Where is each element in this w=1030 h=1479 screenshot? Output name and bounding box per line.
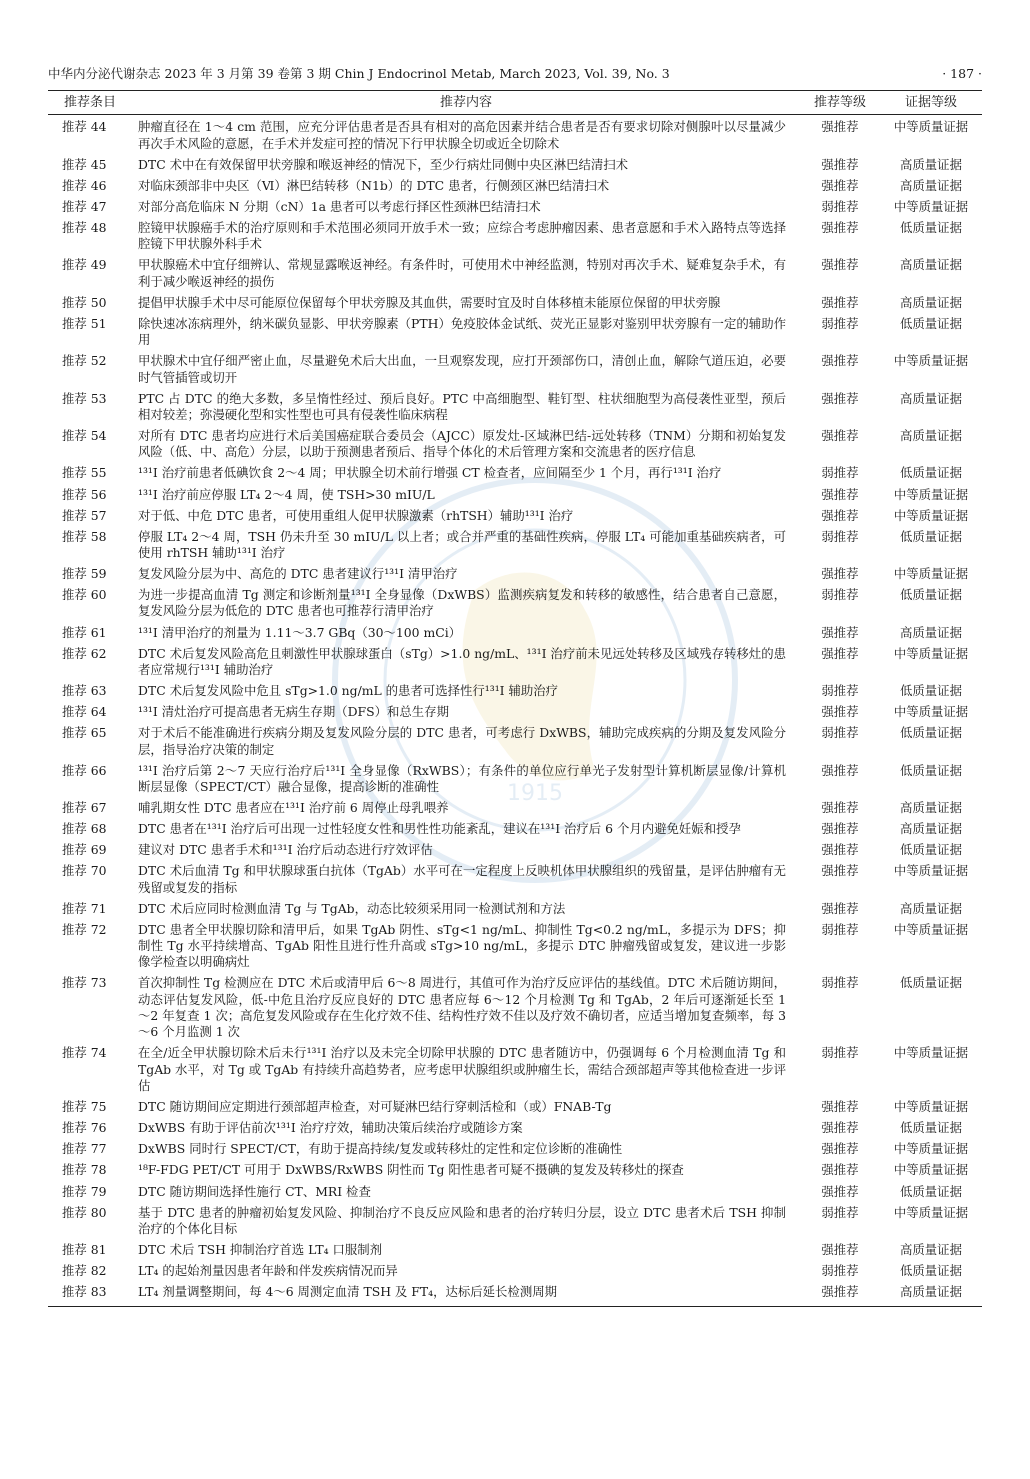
recommendation-strength: 弱推荐 [821,1263,859,1279]
recommendation-strength: 强推荐 [821,800,859,816]
table-row [48,255,982,292]
table-header-row [48,91,982,115]
table-row [48,506,982,527]
recommendation-content: DTC 术后复发风险中危且 sTg>1.0 ng/mL 的患者可选择性行¹³¹I 辅助治疗 [138,683,559,699]
recommendation-id: 推荐 51 [62,315,107,331]
recommendation-content: LT₄ 的起始剂量因患者年龄和伴发疾病情况而异 [138,1263,398,1279]
recommendation-content: 首次抑制性 Tg 检测应在 DTC 术后或清甲后 6～8 周进行，其值可作为治疗反应评估的基线值。DTC 术后随访期间，动态评估复发风险，低-中危且治疗反应良好的 DTC 患者应每 6～12 个月检测 Tg 和 TgAb，2 年后可逐渐延长至 1～2 年复查 1 次；高危复发风险或存在生化疗效不佳、结构性疗效不佳以及疗效不确切者，应适当增加复查频率，每 3～6 个月监测 1 次 [138,975,786,1040]
recommendation-strength: 弱推荐 [821,465,859,481]
table-row [48,463,982,484]
svg-text:1915: 1915 [507,781,563,806]
recommendation-id: 推荐 70 [62,863,107,879]
recommendation-strength: 强推荐 [821,1099,859,1115]
evidence-level: 中等质量证据 [893,486,969,502]
recommendation-content: 提倡甲状腺手术中尽可能原位保留每个甲状旁腺及其血供，需要时宜及时自体移植未能原位保留的甲状旁腺 [138,294,721,310]
recommendation-strength: 强推荐 [821,257,859,273]
evidence-level: 低质量证据 [900,725,962,741]
evidence-level: 中等质量证据 [893,921,969,937]
evidence-level: 低质量证据 [900,842,962,858]
table-row [48,485,982,506]
evidence-level: 中等质量证据 [893,704,969,720]
recommendation-strength: 强推荐 [821,507,859,523]
recommendation-content: 腔镜甲状腺癌手术的治疗原则和手术范围必须同开放手术一致；应综合考虑肿瘤因素、患者意愿和手术入路特点等选择腔镜下甲状腺外科手术 [138,219,786,252]
recommendation-id: 推荐 62 [62,645,107,661]
recommendation-id: 推荐 82 [62,1263,107,1279]
recommendation-content: ¹³¹I 治疗前患者低碘饮食 2～4 周；甲状腺全切术前行增强 CT 检查者，应间隔至少 1 个月，再行¹³¹I 治疗 [138,465,722,481]
recommendation-id: 推荐 81 [62,1242,107,1257]
recommendation-id: 推荐 65 [62,725,107,741]
table-row [48,1043,982,1097]
recommendation-id: 推荐 61 [62,624,107,640]
recommendation-id: 推荐 80 [62,1204,107,1220]
recommendation-content: 复发风险分层为中、高危的 DTC 患者建议行¹³¹I 清甲治疗 [138,566,458,582]
recommendation-id: 推荐 55 [62,465,107,481]
table-row [48,564,982,585]
recommendation-content: DTC 随访期间选择性施行 CT、MRI 检查 [138,1183,371,1199]
recommendation-content: ¹³¹I 清灶治疗可提高患者无病生存期（DFS）和总生存期 [138,704,449,720]
evidence-level: 高质量证据 [900,1242,962,1257]
evidence-level: 中等质量证据 [893,1141,969,1157]
recommendation-strength: 强推荐 [821,762,859,778]
table-row [48,585,982,622]
evidence-level: 低质量证据 [900,465,962,481]
table-row [48,389,982,426]
table-row [48,115,982,155]
table-row [48,1182,982,1203]
recommendation-id: 推荐 59 [62,566,107,582]
evidence-level: 中等质量证据 [893,198,969,214]
table-row [48,1118,982,1139]
column-header-id: 推荐条目 [48,91,132,115]
table-row [48,1240,982,1261]
recommendation-strength: 强推荐 [821,177,859,193]
recommendation-content: DTC 术后血清 Tg 和甲状腺球蛋白抗体（TgAb）水平可在一定程度上反映机体甲状腺组织的残留量，是评估肿瘤有无残留或复发的指标 [138,863,786,895]
table-row [48,426,982,463]
evidence-level: 低质量证据 [900,219,962,235]
evidence-level: 低质量证据 [900,1183,962,1199]
evidence-level: 中等质量证据 [893,645,969,661]
table-row [48,155,982,176]
evidence-level: 高质量证据 [900,900,962,916]
recommendation-id: 推荐 78 [62,1162,107,1178]
table-row [48,314,982,351]
recommendation-content: 对临床颈部非中央区（Ⅵ）淋巴结转移（N1b）的 DTC 患者，行侧颈区淋巴结清扫术 [138,177,610,193]
table-row [48,293,982,314]
recommendation-content: 甲状腺术中宜仔细严密止血，尽量避免术后大出血，一旦观察发现，应打开颈部伤口，清创止血，解除气道压迫，必要时气管插管或切开 [138,353,786,385]
table-row [48,899,982,920]
recommendation-id: 推荐 44 [62,119,107,135]
recommendation-strength: 强推荐 [821,704,859,720]
recommendations-table [48,90,982,1307]
recommendation-id: 推荐 49 [62,257,107,273]
evidence-level: 低质量证据 [900,762,962,778]
recommendation-id: 推荐 47 [62,198,107,214]
recommendation-id: 推荐 53 [62,390,107,406]
evidence-level: 低质量证据 [900,528,962,544]
evidence-level: 低质量证据 [900,1120,962,1136]
recommendation-content: ¹³¹I 清甲治疗的剂量为 1.11～3.7 GBq（30～100 mCi） [138,624,462,640]
recommendation-id: 推荐 48 [62,219,107,235]
recommendation-content: 建议对 DTC 患者手术和¹³¹I 治疗后动态进行疗效评估 [138,842,433,858]
recommendation-content: 对所有 DTC 患者均应进行术后美国癌症联合委员会（AJCC）原发灶-区域淋巴结-远处转移（TNM）分期和初始复发风险（低、中、高危）分层，以助于预测患者预后、指导个体化的术后管理方案和交流患者的医疗信息 [138,428,786,460]
recommendation-strength: 强推荐 [821,486,859,502]
table-row [48,218,982,255]
recommendation-id: 推荐 45 [62,156,107,172]
recommendation-content: ¹⁸F-FDG PET/CT 可用于 DxWBS/RxWBS 阴性而 Tg 阳性患者可疑不摄碘的复发及转移灶的探查 [138,1162,684,1178]
table-row [48,702,982,723]
recommendation-content: LT₄ 剂量调整期间，每 4～6 周测定血清 TSH 及 FT₄，达标后延长检测周期 [132,1282,800,1307]
journal-citation: 中华内分泌代谢杂志 2023 年 3 月第 39 卷第 3 期 Chin J Endocrinol Metab, March 2023, Vol. 39, No. 3 [48,66,670,81]
recommendation-content: 对于低、中危 DTC 患者，可使用重组人促甲状腺激素（rhTSH）辅助¹³¹I 治疗 [138,507,574,523]
recommendation-strength: 强推荐 [821,1242,859,1257]
recommendation-content: DTC 术后应同时检测血清 Tg 与 TgAb，动态比较须采用同一检测试剂和方法 [138,900,566,916]
running-header [48,64,982,90]
column-header-strength: 推荐等级 [800,91,880,115]
table-row [48,644,982,681]
column-header-content: 推荐内容 [132,91,800,115]
evidence-level: 高质量证据 [900,624,962,640]
evidence-level: 高质量证据 [900,294,962,310]
recommendation-strength: 强推荐 [821,900,859,916]
table-row [48,527,982,564]
recommendation-id: 推荐 68 [62,821,107,837]
recommendation-strength: 弱推荐 [821,587,859,603]
recommendation-content: 基于 DTC 患者的肿瘤初始复发风险、抑制治疗不良反应风险和患者的治疗转归分层，设立 DTC 患者术后 TSH 抑制治疗的个体化目标 [138,1204,786,1236]
recommendation-content: 对于术后不能准确进行疾病分期及复发风险分层的 DTC 患者，可考虑行 DxWBS，辅助完成疾病的分期及复发风险分层，指导治疗决策的制定 [138,725,786,757]
table-row [48,1282,982,1307]
recommendation-content: 除快速冰冻病理外，纳米碳负显影、甲状旁腺素（PTH）免疫胶体金试纸、荧光正显影对鉴别甲状旁腺有一定的辅助作用 [138,315,786,348]
table-row [48,973,982,1043]
recommendation-content: ¹³¹I 治疗前应停服 LT₄ 2～4 周，使 TSH>30 mIU/L [138,486,435,502]
table-row [48,176,982,197]
recommendation-id: 推荐 57 [62,507,107,523]
recommendation-id: 推荐 71 [62,900,107,916]
recommendation-strength: 弱推荐 [821,1045,859,1061]
evidence-level: 低质量证据 [900,683,962,699]
table-row [48,761,982,798]
evidence-level: 高质量证据 [900,156,962,172]
recommendation-content: DTC 术中在有效保留甲状旁腺和喉返神经的情况下，至少行病灶同侧中央区淋巴结清扫术 [138,156,629,172]
evidence-level: 高质量证据 [900,390,962,406]
journal-page [48,64,982,1307]
recommendation-strength: 强推荐 [821,390,859,406]
recommendation-id: 推荐 63 [62,683,107,699]
table-row [48,840,982,861]
table-row [48,1097,982,1118]
recommendation-strength: 强推荐 [821,219,859,235]
table-row [48,351,982,388]
recommendation-content: 甲状腺癌术中宜仔细辨认、常规显露喉返神经。有条件时，可使用术中神经监测，特别对再次手术、疑难复杂手术，有利于减少喉返神经的损伤 [138,257,786,289]
recommendation-strength: 强推荐 [800,1282,880,1307]
recommendation-id: 推荐 64 [62,704,107,720]
table-row [48,681,982,702]
evidence-level: 高质量证据 [900,177,962,193]
recommendation-id: 推荐 50 [62,294,107,310]
evidence-level: 中等质量证据 [893,1162,969,1178]
recommendation-strength: 弱推荐 [821,975,859,991]
recommendation-strength: 弱推荐 [821,683,859,699]
recommendation-id: 推荐 75 [62,1099,107,1115]
evidence-level: 高质量证据 [900,428,962,444]
recommendation-strength: 强推荐 [821,566,859,582]
evidence-level: 低质量证据 [900,1263,962,1279]
recommendation-content: ¹³¹I 治疗后第 2～7 天应行治疗后¹³¹I 全身显像（RxWBS）；有条件的单位应行单光子发射型计算机断层显像/计算机断层显像（SPECT/CT）融合显像，提高诊断的准确性 [138,762,786,794]
recommendation-id: 推荐 52 [62,353,107,369]
evidence-level: 低质量证据 [900,315,962,331]
recommendation-strength: 强推荐 [821,1120,859,1136]
recommendation-content: 哺乳期女性 DTC 患者应在¹³¹I 治疗前 6 周停止母乳喂养 [138,800,449,816]
recommendation-strength: 弱推荐 [821,315,859,331]
table-row [48,1203,982,1240]
table-row [48,723,982,760]
recommendation-content: DTC 患者在¹³¹I 治疗后可出现一过性轻度女性和男性性功能紊乱，建议在¹³¹I 治疗后 6 个月内避免妊娠和授孕 [138,821,741,837]
recommendation-content: 肿瘤直径在 1～4 cm 范围，应充分评估患者是否具有相对的高危因素并结合患者是否有要求切除对侧腺叶以尽量减少再次手术风险的意愿，在手术并发症可控的情况下行甲状腺全切或近全切除术 [138,119,786,151]
column-header-evidence: 证据等级 [880,91,982,115]
recommendation-strength: 强推荐 [821,842,859,858]
recommendation-strength: 强推荐 [821,156,859,172]
table-row [48,623,982,644]
recommendation-id: 推荐 69 [62,842,107,858]
recommendation-strength: 强推荐 [821,1141,859,1157]
recommendation-strength: 强推荐 [821,863,859,879]
page-number: · 187 · [942,66,982,81]
recommendation-content: PTC 占 DTC 的绝大多数，多呈惰性经过、预后良好。PTC 中高细胞型、鞋钉型、柱状细胞型为高侵袭性亚型，预后相对较差；弥漫硬化型和实性型也可具有侵袭性临床病程 [138,390,786,422]
recommendation-id: 推荐 74 [62,1045,107,1061]
recommendation-content: DTC 患者全甲状腺切除和清甲后，如果 TgAb 阴性、sTg<1 ng/mL、抑制性 Tg<0.2 ng/mL，多提示为 DFS；抑制性 Tg 水平持续增高、TgAb 阳性且进行性升高或 sTg>10 ng/mL，多提示 DTC 肿瘤残留或复发，建议进一步影像学检查以明确病灶 [138,921,786,970]
recommendation-content: DxWBS 有助于评估前次¹³¹I 治疗疗效，辅助决策后续治疗或随诊方案 [138,1120,523,1136]
recommendation-strength: 强推荐 [821,428,859,444]
recommendation-strength: 强推荐 [821,821,859,837]
recommendation-strength: 强推荐 [821,119,859,135]
recommendation-id: 推荐 72 [62,921,107,937]
evidence-level: 中等质量证据 [893,1099,969,1115]
recommendation-id: 推荐 73 [62,975,107,991]
recommendation-id: 推荐 60 [62,587,107,603]
table-row [48,920,982,974]
recommendation-content: DTC 术后 TSH 抑制治疗首选 LT₄ 口服制剂 [138,1242,383,1257]
recommendation-content: 为进一步提高血清 Tg 测定和诊断剂量¹³¹I 全身显像（DxWBS）监测疾病复发和转移的敏感性，结合患者自己意愿，复发风险分层为低危的 DTC 患者也可推荐行清甲治疗 [138,587,786,619]
recommendation-id: 推荐 79 [62,1183,107,1199]
recommendation-id: 推荐 83 [48,1282,132,1307]
recommendation-strength: 强推荐 [821,1162,859,1178]
evidence-level: 中等质量证据 [893,507,969,523]
evidence-level: 低质量证据 [900,587,962,603]
evidence-level: 低质量证据 [900,975,962,991]
recommendation-strength: 强推荐 [821,1183,859,1199]
recommendation-content: DTC 随访期间应定期进行颈部超声检查，对可疑淋巴结行穿刺活检和（或）FNAB-Tg [138,1099,612,1115]
evidence-level: 高质量证据 [900,257,962,273]
recommendation-strength: 弱推荐 [821,921,859,937]
evidence-level: 中等质量证据 [893,1204,969,1220]
recommendation-id: 推荐 66 [62,762,107,778]
table-row [48,197,982,218]
recommendation-strength: 弱推荐 [821,1204,859,1220]
recommendation-id: 推荐 76 [62,1120,107,1136]
recommendation-id: 推荐 46 [62,177,107,193]
recommendation-id: 推荐 58 [62,528,107,544]
table-row [48,819,982,840]
evidence-level: 中等质量证据 [893,119,969,135]
recommendation-id: 推荐 54 [62,428,107,444]
recommendation-strength: 弱推荐 [821,528,859,544]
table-row [48,798,982,819]
recommendation-id: 推荐 67 [62,800,107,816]
evidence-level: 高质量证据 [880,1282,982,1307]
evidence-level: 高质量证据 [900,800,962,816]
recommendation-id: 推荐 56 [62,486,107,502]
evidence-level: 中等质量证据 [893,566,969,582]
table-row [48,1139,982,1160]
recommendation-strength: 弱推荐 [821,198,859,214]
recommendation-strength: 弱推荐 [821,725,859,741]
recommendation-content: 对部分高危临床 N 分期（cN）1a 患者可以考虑行择区性颈淋巴结清扫术 [138,198,541,214]
recommendation-strength: 强推荐 [821,624,859,640]
recommendation-id: 推荐 77 [62,1141,107,1157]
recommendation-content: DxWBS 同时行 SPECT/CT，有助于提高持续/复发或转移灶的定性和定位诊断的准确性 [138,1141,623,1157]
recommendation-content: DTC 术后复发风险高危且刺激性甲状腺球蛋白（sTg）>1.0 ng/mL、¹³¹I 治疗前未见远处转移及区域残存转移灶的患者应常规行¹³¹I 辅助治疗 [138,645,786,677]
table-row [48,1160,982,1181]
evidence-level: 中等质量证据 [893,353,969,369]
recommendation-content: 在全/近全甲状腺切除术后未行¹³¹I 治疗以及未完全切除甲状腺的 DTC 患者随访中，仍强调每 6 个月检测血清 Tg 和 TgAb 水平，对 Tg 或 TgAb 有持续升高趋势者，应考虑甲状腺组织或肿瘤生长，需结合颈部超声等其他检查进一步评估 [138,1045,786,1094]
recommendation-strength: 强推荐 [821,294,859,310]
evidence-level: 中等质量证据 [893,863,969,879]
evidence-level: 高质量证据 [900,821,962,837]
recommendation-content: 停服 LT₄ 2～4 周，TSH 仍未升至 30 mIU/L 以上者；或合并严重的基础性疾病，停服 LT₄ 可能加重基础疾病者，可使用 rhTSH 辅助¹³¹I 治疗 [138,528,786,560]
recommendation-strength: 强推荐 [821,353,859,369]
table-row [48,861,982,898]
table-row [48,1261,982,1282]
evidence-level: 中等质量证据 [893,1045,969,1061]
table-body [48,115,982,1307]
recommendation-strength: 强推荐 [821,645,859,661]
